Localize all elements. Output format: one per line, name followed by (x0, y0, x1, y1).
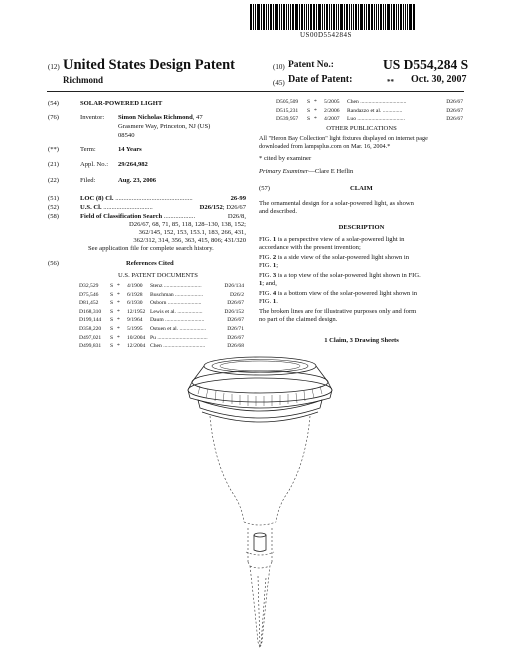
reference-inventor: Chen .............................. (150, 343, 206, 350)
barcode-bar (253, 4, 254, 30)
description-line: no part of the claimed design. (259, 316, 338, 323)
barcode-bar (409, 4, 412, 30)
reference-a: * (117, 300, 120, 307)
barcode-bar (263, 4, 265, 30)
inventor-address-2: 08540 (118, 132, 135, 139)
barcode-bar (338, 4, 339, 30)
reference-date: 6/1928 (127, 291, 143, 298)
field-76-code: (76) (48, 114, 59, 121)
appl-no-label: Appl. No.: (80, 161, 109, 168)
header-rule (47, 91, 464, 92)
date-mark: ** (387, 78, 394, 86)
inventor-name: Simon Nicholas Richmond, 47 (118, 114, 203, 121)
document-title: United States Design Patent (63, 57, 235, 73)
reference-a: * (117, 343, 120, 350)
references-cited-heading: References Cited (126, 260, 174, 267)
reference-row (79, 300, 244, 308)
reference-no: D81,452 (79, 300, 99, 307)
description-line: FIG. 3 is a top view of the solar-powered light shown in FIG. (259, 272, 421, 279)
barcode-bar (261, 4, 262, 30)
barcode-bar (292, 4, 294, 30)
reference-inventor: Randazzo et al. .............. (347, 107, 403, 114)
barcode-bar (306, 4, 307, 30)
barcode-bar (380, 4, 382, 30)
reference-no: D505,509 (276, 99, 299, 105)
barcode-bar (316, 4, 317, 30)
barcode-bar (295, 4, 298, 30)
barcode-bar (400, 4, 402, 30)
barcode-bar (364, 4, 365, 30)
description-line: FIG. 4 is a bottom view of the solar-powered light shown in (259, 290, 418, 297)
reference-row (79, 335, 244, 343)
barcode-bar (366, 4, 367, 30)
barcode-bar (374, 4, 375, 30)
reference-inventor: Ostuen et al. ................... (150, 326, 207, 332)
inventor-surname: Richmond (63, 75, 104, 85)
barcode-bar (299, 4, 300, 30)
date-of-patent-label: Date of Patent: (288, 74, 353, 85)
reference-cls: D26/67 (446, 116, 463, 123)
barcode-bar (405, 4, 406, 30)
reference-k: S (110, 283, 114, 289)
barcode-bar (396, 4, 397, 30)
reference-inventor: Lewis et al. .................. (150, 308, 203, 315)
inventor-address-1: Grasmere Way, Princeton, NJ (US) (118, 123, 211, 130)
appl-no-value: 29/264,982 (118, 161, 148, 168)
barcode-bar (413, 4, 415, 30)
field-52-code: (52) (48, 204, 59, 211)
barcode-bar (378, 4, 379, 30)
reference-date: 6/1930 (127, 300, 143, 307)
barcode-bar (310, 4, 312, 30)
reference-date: 9/1964 (127, 317, 143, 324)
patent-date: Oct. 30, 2007 (411, 74, 467, 85)
reference-row (79, 326, 244, 334)
reference-inventor: Chen ................................. (347, 99, 407, 105)
reference-row (276, 99, 463, 107)
reference-no: D75,546 (79, 291, 99, 298)
description-line: FIG. 1 is a perspective view of a solar-powered light in (259, 236, 405, 243)
code-10: (10) (273, 63, 285, 71)
barcode-bar (322, 4, 323, 30)
reference-row (79, 292, 244, 300)
term-value: 14 Years (118, 146, 142, 153)
field-of-search: Field of Classification Search ................... D26/8, (80, 213, 246, 220)
reference-k: S (307, 107, 311, 114)
reference-a: * (117, 291, 120, 298)
other-publication-line-1: All "Heron Bay Collection" light fixtures displayed on internet page (259, 135, 428, 142)
barcode-bar (308, 4, 309, 30)
reference-date: 10/2004 (127, 334, 146, 341)
barcode-bar (333, 4, 335, 30)
field-56-code: (56) (48, 260, 59, 267)
reference-date: 5/2005 (324, 99, 340, 105)
reference-k: S (110, 326, 114, 332)
barcode-bar (349, 4, 350, 30)
reference-inventor: Luo .................................. (347, 116, 405, 123)
other-publications-heading: OTHER PUBLICATIONS (326, 125, 397, 132)
description-heading: DESCRIPTION (338, 224, 385, 231)
reference-row (276, 116, 463, 124)
barcode-bar (329, 4, 330, 30)
primary-examiner: Primary Examiner—Clare E Heflin (259, 168, 354, 175)
reference-a: * (314, 99, 317, 105)
barcode-bar (326, 4, 328, 30)
reference-cls: D26/67 (446, 99, 463, 105)
reference-row (79, 283, 244, 291)
claim-heading: CLAIM (350, 185, 373, 192)
reference-a: * (117, 326, 120, 332)
reference-row (79, 343, 244, 351)
barcode-bar (358, 4, 359, 30)
barcode-bar (360, 4, 363, 30)
patent-number: US D554,284 S (383, 57, 469, 72)
reference-k: S (110, 300, 114, 307)
barcode-bar (385, 4, 386, 30)
inventor-label: Inventor: (80, 114, 105, 121)
barcode-bar (290, 4, 291, 30)
reference-a: * (117, 308, 120, 315)
barcode-bar (324, 4, 325, 30)
barcode-bar (340, 4, 343, 30)
other-publication-line-2: downloaded from lampsplus.com on Mar. 16, 2004.* (259, 143, 391, 150)
reference-cls: D26/134 (224, 283, 244, 289)
reference-no: D358,220 (79, 326, 102, 332)
term-code: (**) (48, 146, 59, 153)
reference-inventor: Osborn ........................ (150, 300, 202, 307)
barcode (250, 4, 418, 30)
reference-k: S (110, 343, 114, 350)
barcode-bar (266, 4, 267, 30)
reference-cls: D26/2 (230, 291, 244, 298)
barcode-bar (407, 4, 408, 30)
description-line: 1; and, (259, 280, 277, 287)
cited-by-examiner: * cited by examiner (259, 155, 312, 162)
barcode-bar (313, 4, 315, 30)
reference-cls: D26/67 (446, 107, 463, 114)
ground-stake (250, 566, 270, 648)
reference-inventor: Pu .................................... (150, 334, 208, 341)
barcode-bar (275, 4, 278, 30)
description-line: FIG. 2 is a side view of the solar-powered light shown in (259, 254, 410, 261)
reference-cls: D26/68 (227, 343, 244, 350)
barcode-bar (387, 4, 390, 30)
reference-no: D32,529 (79, 283, 99, 289)
patent-no-label: Patent No.: (288, 60, 334, 70)
barcode-bar (270, 4, 272, 30)
reference-a: * (117, 317, 120, 324)
reference-row (276, 108, 463, 116)
field-58-code: (58) (48, 213, 59, 220)
reference-date: 12/2004 (127, 343, 146, 350)
barcode-bar (288, 4, 289, 30)
barcode-bar (273, 4, 274, 30)
claims-and-sheets: 1 Claim, 3 Drawing Sheets (324, 337, 399, 344)
loc-classification: LOC (8) Cl. ............................................... 26-99 (80, 195, 246, 202)
reference-cls: D26/67 (227, 300, 244, 307)
reference-no: D515,231 (276, 107, 299, 114)
code-45: (45) (273, 79, 285, 87)
barcode-bar (403, 4, 404, 30)
barcode-bar (371, 4, 373, 30)
barcode-bar (351, 4, 352, 30)
search-history-note: See application file for complete search history. (88, 245, 214, 252)
reference-inventor: Buschman .................... (150, 291, 203, 298)
us-classification: U.S. Cl. .............................. D26/152; D26/67 (80, 204, 246, 211)
description-line: FIG. 1. (259, 298, 278, 305)
claim-line-2: and described. (259, 208, 298, 215)
filed-label: Filed: (80, 177, 96, 184)
reference-no: D539,957 (276, 116, 299, 123)
barcode-bar (255, 4, 256, 30)
us-patent-documents-heading: U.S. PATENT DOCUMENTS (118, 272, 198, 279)
reference-no: D499,831 (79, 343, 102, 350)
field-22-code: (22) (48, 177, 59, 184)
reference-date: 2/2006 (324, 107, 340, 114)
barcode-bar (398, 4, 399, 30)
reference-k: S (110, 291, 114, 298)
barcode-bar (346, 4, 348, 30)
reference-a: * (117, 334, 120, 341)
reference-no: D497,021 (79, 334, 102, 341)
barcode-bar (304, 4, 305, 30)
filed-value: Aug. 23, 2006 (118, 177, 157, 184)
barcode-bar (368, 4, 370, 30)
lamp-body-outline (210, 416, 310, 522)
field-21-code: (21) (48, 161, 59, 168)
reference-k: S (307, 99, 311, 105)
reference-no: D168,310 (79, 308, 102, 315)
barcode-bar (257, 4, 260, 30)
title-of-invention: SOLAR-POWERED LIGHT (80, 100, 163, 107)
barcode-bar (344, 4, 345, 30)
barcode-bar (318, 4, 321, 30)
reference-k: S (110, 334, 114, 341)
reference-cls: D26/152 (224, 308, 244, 315)
claim-line-1: The ornamental design for a solar-powered light, as shown (259, 200, 414, 207)
barcode-bar (286, 4, 287, 30)
barcode-bar (281, 4, 282, 30)
reference-a: * (117, 283, 120, 289)
search-line-3: 362/145, 152, 153, 153.1, 183, 266, 431, (138, 229, 246, 236)
term-label: Term: (80, 146, 96, 153)
reference-k: S (307, 116, 311, 123)
barcode-bar (353, 4, 354, 30)
barcode-bar (393, 4, 395, 30)
reference-cls: D26/71 (227, 326, 244, 332)
barcode-bar (250, 4, 252, 30)
reference-a: * (314, 116, 317, 123)
reference-k: S (110, 308, 114, 315)
reference-date: 12/1952 (127, 308, 146, 315)
barcode-bar (268, 4, 269, 30)
barcode-bar (331, 4, 332, 30)
barcode-bar (283, 4, 285, 30)
description-line: The broken lines are for illustrative purposes only and form (259, 308, 417, 315)
stake-socket (254, 535, 266, 552)
barcode-bar (301, 4, 303, 30)
reference-date: 4/1900 (127, 283, 143, 289)
reference-inventor: Daum ............................ (150, 317, 205, 324)
code-12: (12) (48, 63, 60, 71)
reference-date: 5/1995 (127, 326, 143, 332)
barcode-bar (383, 4, 384, 30)
field-54-code: (54) (48, 100, 59, 107)
reference-cls: D26/67 (227, 334, 244, 341)
search-line-4: 362/312, 314, 356, 363, 415, 806; 431/320 (133, 237, 246, 244)
reference-no: D199,144 (79, 317, 102, 324)
reference-inventor: Stenz ........................... (150, 283, 202, 289)
description-line: FIG. 1; (259, 262, 279, 269)
barcode-bar (279, 4, 280, 30)
reference-row (79, 309, 244, 317)
reference-cls: D26/67 (227, 317, 244, 324)
reference-a: * (314, 107, 317, 114)
description-line: accordance with the present invention; (259, 244, 361, 251)
barcode-bar (391, 4, 392, 30)
field-57-code: (57) (259, 185, 270, 192)
reference-row (79, 317, 244, 325)
barcode-bar (376, 4, 377, 30)
field-51-code: (51) (48, 195, 59, 202)
reference-date: 4/2007 (324, 116, 340, 123)
barcode-bar (336, 4, 337, 30)
reference-k: S (110, 317, 114, 324)
barcode-number: US00D554284S (300, 31, 352, 39)
search-line-2: D26/67, 68, 71, 85, 118, 128–130, 138, 152; (129, 221, 246, 228)
barcode-bar (355, 4, 357, 30)
solar-light-drawing (170, 352, 350, 652)
